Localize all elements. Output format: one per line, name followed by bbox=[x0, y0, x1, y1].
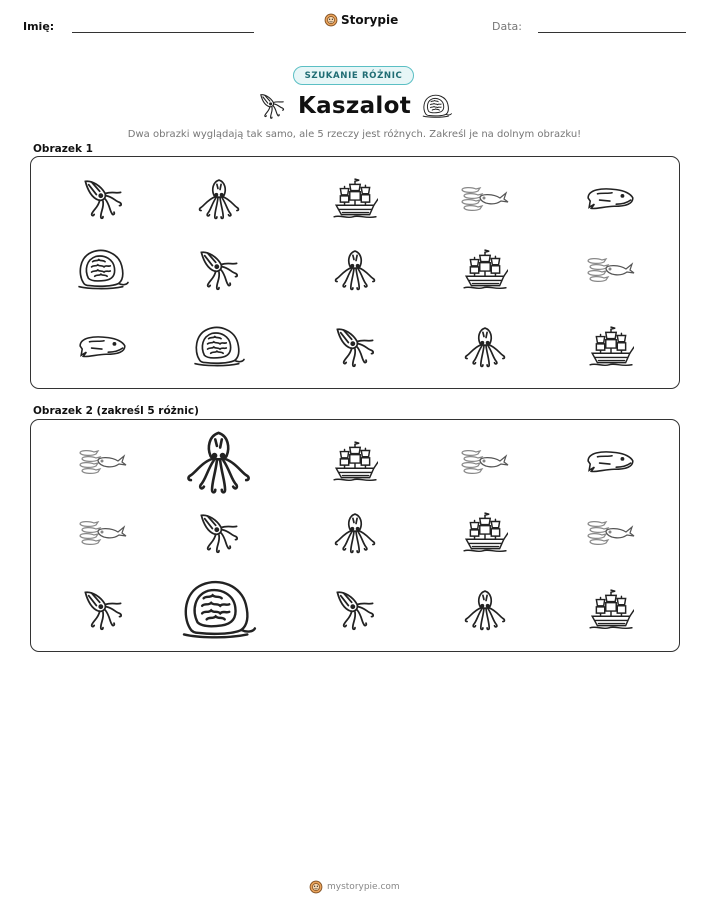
sperm-whale-icon bbox=[585, 183, 637, 215]
octopus-icon[interactable] bbox=[464, 586, 506, 634]
squid-icon bbox=[197, 247, 241, 293]
date-line[interactable] bbox=[538, 32, 686, 33]
ship-icon[interactable] bbox=[588, 588, 634, 632]
whale-pod-icon bbox=[586, 255, 636, 285]
squid-icon[interactable] bbox=[197, 510, 241, 556]
octopus-icon[interactable] bbox=[186, 425, 251, 499]
brand-logo bbox=[324, 13, 398, 27]
ship-icon[interactable] bbox=[462, 511, 508, 555]
activity-badge: SZUKANIE RÓŻNIC bbox=[293, 66, 414, 85]
whale-blob-icon bbox=[77, 247, 129, 293]
squid-icon bbox=[333, 324, 377, 370]
squid-icon[interactable] bbox=[81, 587, 125, 633]
whale-pod-icon[interactable] bbox=[586, 518, 636, 548]
whale-blob-icon bbox=[193, 324, 245, 370]
octopus-icon[interactable] bbox=[334, 509, 376, 557]
whale-blob-icon bbox=[422, 93, 452, 120]
brand-name: Storypie bbox=[341, 13, 399, 27]
name-label: Imię: bbox=[23, 20, 55, 33]
octopus-icon bbox=[334, 246, 376, 294]
picture2-label: Obrazek 2 (zakreśl 5 różnic) bbox=[33, 405, 199, 417]
whale-pod-icon[interactable] bbox=[460, 447, 510, 477]
picture1-label: Obrazek 1 bbox=[33, 143, 93, 155]
squid-icon[interactable] bbox=[333, 587, 377, 633]
name-line[interactable] bbox=[72, 32, 254, 33]
ship-icon bbox=[588, 325, 634, 369]
pie-logo-icon bbox=[309, 880, 323, 894]
ship-icon bbox=[332, 177, 378, 221]
whale-blob-icon[interactable] bbox=[181, 577, 256, 644]
pie-logo-icon bbox=[324, 13, 338, 27]
octopus-icon bbox=[464, 323, 506, 371]
footer-url[interactable]: mystorypie.com bbox=[327, 882, 400, 892]
octopus-icon bbox=[198, 175, 240, 223]
whale-pod-icon[interactable] bbox=[78, 518, 128, 548]
sperm-whale-icon bbox=[77, 331, 129, 363]
picture2-panel[interactable] bbox=[30, 419, 680, 652]
ship-icon bbox=[462, 248, 508, 292]
whale-pod-icon[interactable] bbox=[78, 447, 128, 477]
page-title: Kaszalot bbox=[297, 93, 412, 119]
squid-icon bbox=[81, 176, 125, 222]
ship-icon[interactable] bbox=[332, 440, 378, 484]
whale-pod-icon bbox=[460, 184, 510, 214]
sperm-whale-icon[interactable] bbox=[585, 446, 637, 478]
picture1-panel bbox=[30, 156, 680, 389]
date-label: Data: bbox=[492, 20, 522, 33]
instructions: Dwa obrazki wyglądają tak samo, ale 5 rzeczy jest różnych. Zakreśl je na dolnym obrazku! bbox=[127, 129, 582, 140]
footer bbox=[309, 880, 400, 894]
